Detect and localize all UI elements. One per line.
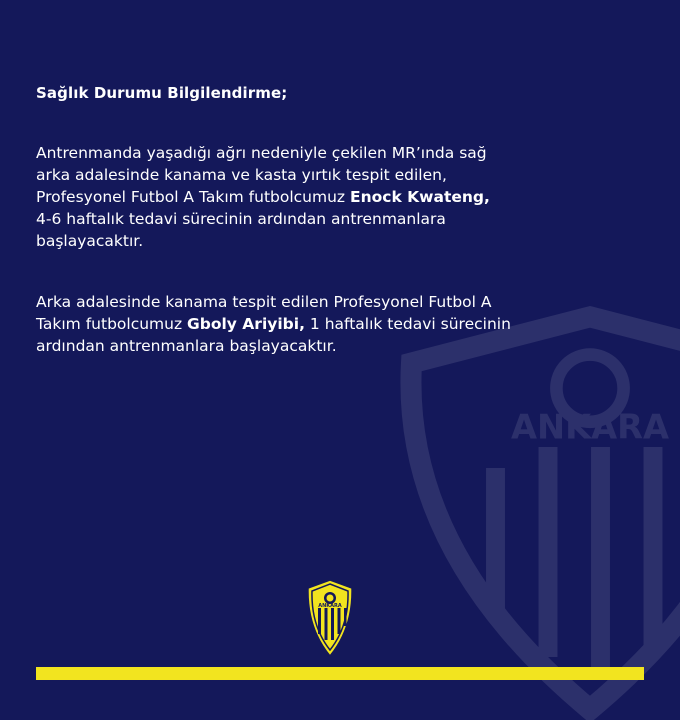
- paragraph-text: Takım futbolcumuz: [36, 315, 188, 333]
- club-crest-icon: [306, 578, 354, 658]
- paragraph-line: [36, 186, 636, 208]
- svg-text:ANKARA: ANKARA: [318, 603, 342, 609]
- paragraph-line: [36, 313, 636, 335]
- paragraph-line: 4-6 haftalık tedavi sürecinin ardından antrenmanlara: [36, 210, 446, 228]
- paragraph-line: arka adalesinde kanama ve kasta yırtık tespit edilen,: [36, 166, 447, 184]
- announcement-paragraph-1: [36, 142, 636, 252]
- page-title: Sağlık Durumu Bilgilendirme;: [36, 84, 288, 102]
- player-name: Enock Kwateng,: [350, 188, 490, 206]
- paragraph-line: ardından antrenmanlara başlayacaktır.: [36, 337, 337, 355]
- bottom-accent-bar: [36, 667, 644, 680]
- player-name: Gboly Ariyibi,: [187, 315, 305, 333]
- paragraph-text: Profesyonel Futbol A Takım futbolcumuz: [36, 188, 350, 206]
- paragraph-text: 1 haftalık tedavi sürecinin: [304, 315, 511, 333]
- announcement-paragraph-2: [36, 291, 636, 357]
- paragraph-line: başlayacaktır.: [36, 232, 144, 250]
- paragraph-line: Arka adalesinde kanama tespit edilen Profesyonel Futbol A: [36, 293, 492, 311]
- crest-watermark-icon: [380, 300, 680, 720]
- svg-text:ANKARA: ANKARA: [511, 407, 669, 447]
- paragraph-line: Antrenmanda yaşadığı ağrı nedeniyle çekilen MR’ında sağ: [36, 144, 487, 162]
